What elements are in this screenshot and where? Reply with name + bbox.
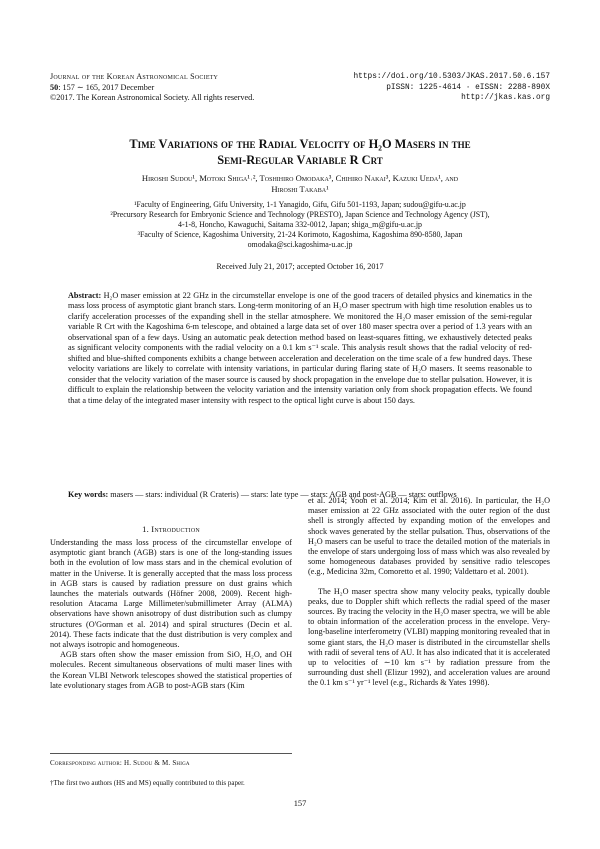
- intro-paragraph-4: The H₂O maser spectra show many velocity peaks, typically double peaks, due to Doppler shift which reflects the radial speed of the maser sources. By tracing the velocity in the H₂O maser spectra, we will be able to obtain information of the acceleration process in the envelope. Very-long-baseline interferometry (VLBI) mapping monitoring revealed that in some giant stars, the H₂O maser is distributed in the circumstellar shells with radii of several tens of AU. It has also indicated that it is accelerated up to velocities of ∼10 km s⁻¹ by radiation pressure from the surrounding dust shell (Elizur 1992), and acceleration values are around the 0.1 km s⁻¹ yr⁻¹ level (e.g., Richards & Yates 1998).: [308, 586, 550, 688]
- affiliation-1: ¹Faculty of Engineering, Gifu University, 1-1 Yanagido, Gifu, Gifu 501-1193, Japan; sudou@gifu-u.ac.jp: [134, 200, 466, 209]
- issn-info: pISSN: 1225-4614 · eISSN: 2288-890X: [386, 83, 550, 92]
- volume-number: 50: [50, 82, 59, 92]
- copyright-notice: ©2017. The Korean Astronomical Society. All rights reserved.: [50, 93, 255, 103]
- authors-line-2: Hiroshi Takaba¹: [271, 184, 329, 194]
- doi-link[interactable]: https://doi.org/10.5303/JKAS.2017.50.6.157: [353, 73, 550, 81]
- affiliation-3b: omodaka@sci.kagoshima-u.ac.jp: [247, 240, 353, 249]
- volume-info: [50, 83, 254, 94]
- title-line-1: Time Variations of the Radial Velocity of H₂O Masers in the: [129, 137, 471, 151]
- paper-title: [50, 137, 550, 168]
- section-heading-introduction: 1. Introduction: [142, 524, 200, 534]
- affiliation-2b: 4-1-8, Honcho, Kawaguchi, Saitama 332-0012, Japan; shiga_m@gifu-u.ac.jp: [178, 220, 422, 229]
- affiliations: [60, 200, 540, 250]
- page-number: 157: [293, 799, 307, 808]
- title-line-2: Semi-Regular Variable R Crt: [217, 152, 383, 167]
- abstract-label: Abstract:: [68, 291, 102, 300]
- authors-line-1: Hiroshi Sudou¹, Motoki Shiga¹˒², Toshihiro Omodaka³, Chihiro Nakai³, Kazuki Ueda¹, and: [141, 173, 459, 183]
- affiliation-3a: ³Faculty of Science, Kagoshima University, 21-24 Korimoto, Kagoshima, Kagoshima 890-8580, Japan: [137, 230, 463, 239]
- keywords-label: Key words:: [68, 490, 109, 499]
- footnote: †The first two authors (HS and MS) equally contributed to this paper.: [50, 779, 245, 787]
- keywords-text: masers — stars: individual (R Crateris) — stars: late type — stars: AGB and post-AGB — stars: outflows: [110, 490, 457, 499]
- affiliation-2a: ²Precursory Research for Embryonic Science and Technology (PRESTO), Japan Science and Technology Agency (JST),: [110, 210, 490, 219]
- author-list: [50, 173, 550, 195]
- journal-url[interactable]: http://jkas.kas.org: [461, 94, 550, 103]
- journal-name: Journal of the Korean Astronomical Society: [50, 72, 219, 81]
- intro-paragraph-2: AGB stars often show the maser emission from SiO, H₂O, and OH molecules. Recent simultaneous observations of multi maser lines with the Korean VLBI Network telescopes showed the statistical properties of late evolutionary stages from AGB to post-AGB stars (Kim: [50, 650, 292, 690]
- footnote-divider: [50, 753, 292, 754]
- abstract-text: H₂O maser emission at 22 GHz in the circumstellar envelope is one of the good tracers of detailed physics and kinematics in the mass loss process of asymptotic giant branch stars. Long-term monitoring of an H₂O maser spectrum with high time resolution enables us to clarify acceleration processes of the expanding shell in the stellar atmosphere. We monitored the H₂O maser emission of the semi-regular variable R Crt with the Kagoshima 6-m telescope, and obtained a large data set of over 180 maser spectra over a period of 1.3 years with an observational span of a few days. Using an automatic peak detection method based on least-squares fitting, we exhaustively detected peaks as significant velocity components with the radial velocity on a 0.1 km s⁻¹ scale. This analysis result shows that the radial velocity of red-shifted and blue-shifted components exhibits a change between acceleration and deceleration on the time scale of a few hundred days. These velocity variations are likely to correlate with intensity variations, in particular during flaring state of H₂O masers. It seems reasonable to consider that the velocity variation of the maser source is caused by shock propagation in the envelope due to stellar pulsation. However, it is difficult to explain the relationship between the velocity variation and the intensity variation only from shock propagation effects. We found that a time delay of the integrated maser intensity with respect to the optical light curve is about 150 days.: [68, 291, 533, 405]
- intro-paragraph-1: Understanding the mass loss process of the circumstellar envelope of asymptotic giant branch (AGB) stars is one of the long-standing issues both in the evolution of low mass stars and in the chemical evolution of matter in the Universe. It is generally accepted that the mass loss process in AGB stars is caused by radiation pressure on dust grains which launches the materials outwards (Höfner 2008, 2009). Recent high-resolution Atacama Large Millimeter/submillimeter Array (ALMA) observations have shown anisotropy of dust distribution such as clumpy structures (O'Gorman et al. 2014) and spiral structures (Decin et al. 2014). These facts indicate that the dust distribution is very complex and not always isotropic and homogeneous.: [50, 538, 292, 650]
- corresponding-author: Corresponding author: H. Sudou & M. Shiga: [50, 759, 190, 767]
- journal-identifiers: [353, 72, 550, 104]
- journal-header: [50, 72, 254, 104]
- right-column: [308, 496, 550, 689]
- abstract: [68, 291, 532, 406]
- intro-paragraph-3: et al. 2014; Yoon et al. 2014; Kim et al. 2016). In particular, the H₂O maser emission at 22 GHz associated with the outer region of the dust shell is strongly affected by expanding motion of the envelopes and shock waves generated by the stellar pulsation. Thus, observations of the H₂O masers can be useful to trace the detailed motion of the materials in the envelope of stars undergoing loss of mass which was also revealed by some homogeneous databases provided by sensitive radio telescopes (e.g., Medicina 32m, Comoretto et al. 1990; Valdettaro et al. 2001).: [308, 496, 550, 577]
- volume-pages: : 157 ∼ 165, 2017 December: [58, 82, 155, 92]
- received-dates: Received July 21, 2017; accepted October 16, 2017: [216, 262, 384, 271]
- left-column: [50, 538, 292, 691]
